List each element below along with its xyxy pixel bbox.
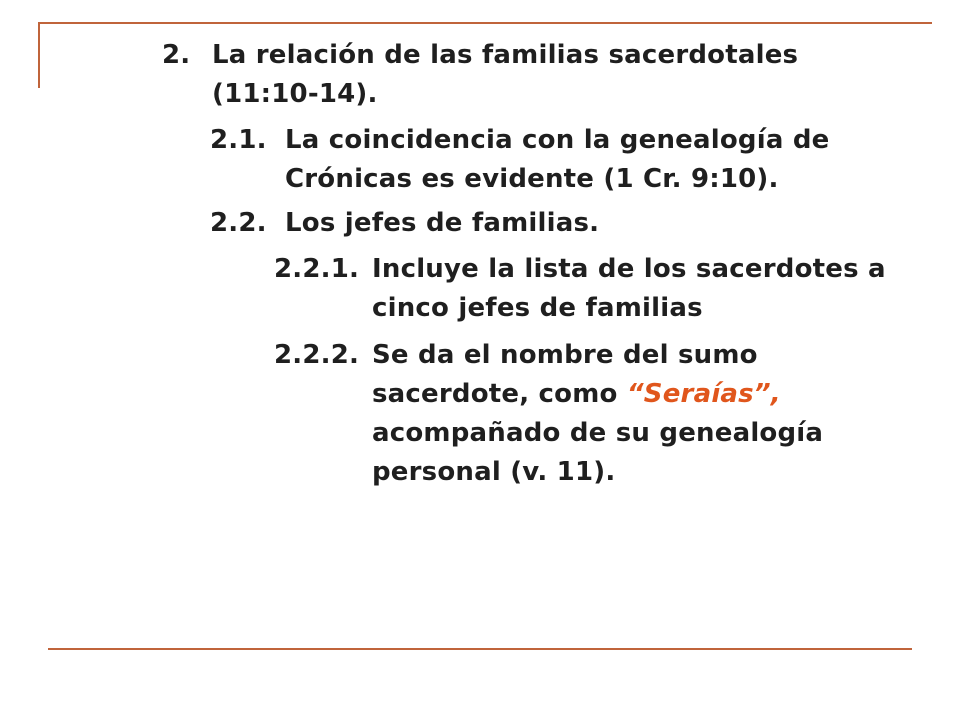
outline-number: 2.2.1. — [274, 254, 360, 284]
outline-text-after: acompañado de su genealogía personal (v. 11). — [372, 418, 824, 487]
outline-text: La coincidencia con la genealogía de Crónicas es evidente (1 Cr. 9:10). — [285, 125, 830, 194]
outline-text-before: Se da el nombre del sumo sacerdote, como — [372, 340, 758, 409]
highlighted-name: “Seraías”, — [626, 379, 781, 409]
outline-item-2-1 — [210, 121, 890, 199]
outline-number: 2.1. — [210, 125, 267, 155]
outline-text: Incluye la lista de los sacerdotes a cinco jefes de familias — [372, 254, 886, 323]
outline-number: 2. — [162, 40, 191, 70]
outline-item-2-2-1 — [274, 250, 914, 328]
outline-text: Los jefes de familias. — [285, 208, 600, 238]
outline-text: La relación de las familias sacerdotales (11:10-14). — [212, 40, 799, 109]
outline-item-2-2-2 — [274, 336, 914, 492]
outline-number: 2.2. — [210, 208, 267, 238]
outline-item-2-2 — [210, 204, 890, 243]
outline-item-2 — [162, 36, 842, 114]
outline-number: 2.2.2. — [274, 340, 360, 370]
outline-text — [372, 336, 914, 492]
